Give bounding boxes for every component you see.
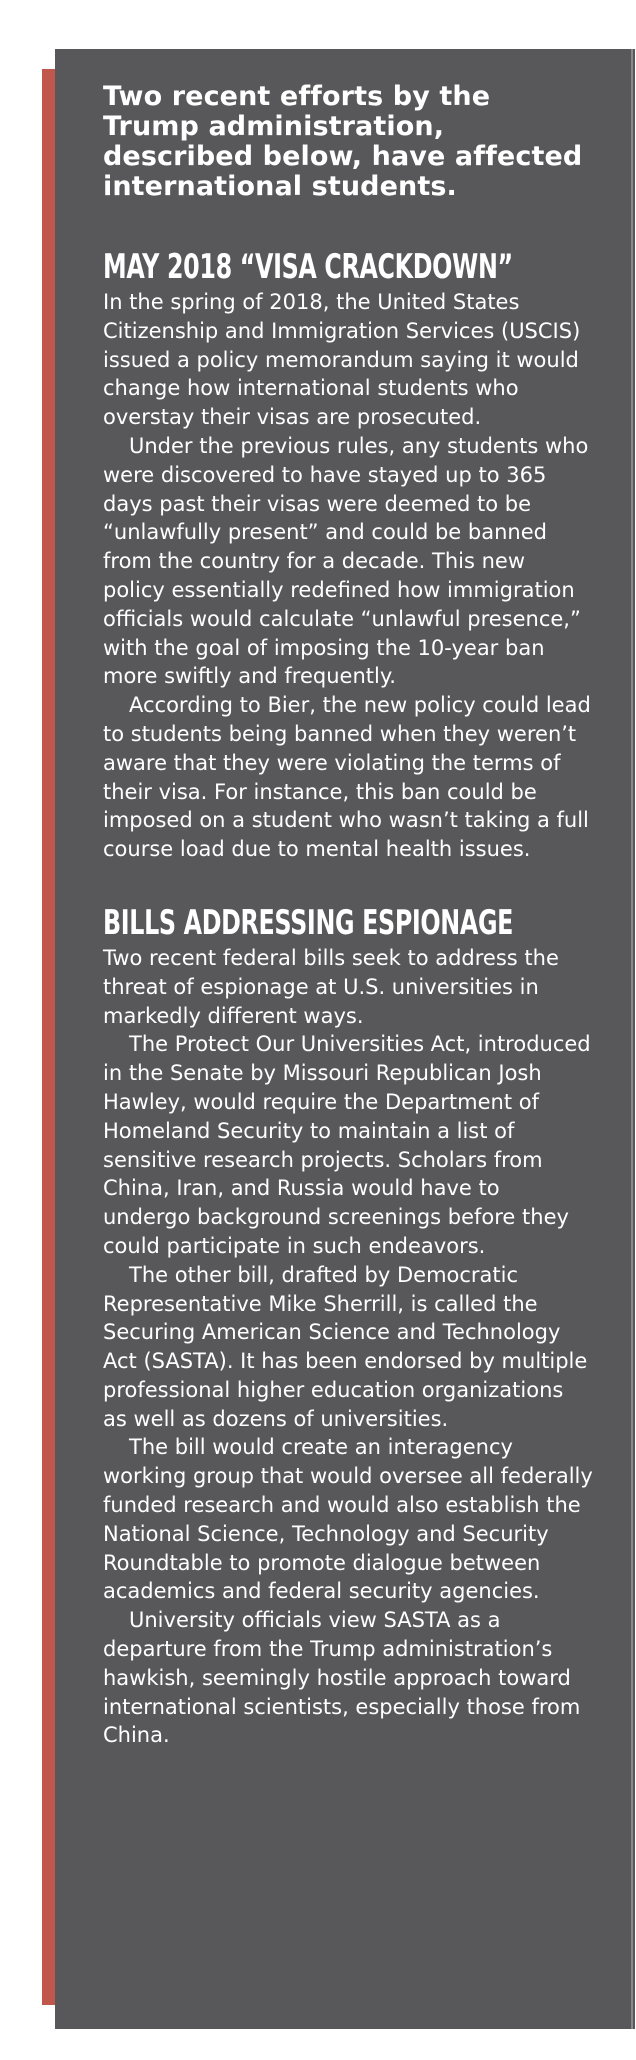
section-visa-crackdown: [103, 246, 593, 864]
paragraph: Under the previous rules, any students who were discovered to have stayed up to 365 days past their visas were deemed to be “unlawfully present” and could be banned from the country for a decade. This new policy essentially redefined how immigration officials would calculate “unlawful presence,” with the goal of imposing the 10-year ban more swiftly and frequently.: [103, 433, 589, 689]
sidebar-content: [103, 82, 593, 1750]
paragraph: The bill would create an interagency working group that would oversee all federally funded research and would also establish the National Science, Technology and Security Roundtable to promote dialogue between academics and federal security agencies.: [103, 1435, 593, 1604]
paragraph: The other bill, drafted by Democratic Representative Mike Sherrill, is called the Securing American Science and Technology Act (SASTA). It has been endorsed by multiple professional higher education organizations as well as dozens of universities.: [103, 1262, 588, 1431]
paragraph: The Protect Our Universities Act, introduced in the Senate by Missouri Republican Josh Hawley, would require the Department of Homeland Security to maintain a list of sensitive research projects. Scholars from China, Iran, and Russia would have to undergo background screenings before they could participate in such endeavors.: [103, 1032, 591, 1258]
paragraph: University officials view SASTA as a departure from the Trump administration’s hawkish, seemingly hostile approach toward international scientists, especially those from China.: [103, 1608, 581, 1748]
section-body: [103, 944, 593, 1750]
section-title: BILLS ADDRESSING ESPIONAGE: [103, 902, 514, 943]
paragraph: In the spring of 2018, the United States Citizenship and Immigration Services (USCIS) issued a policy memorandum saying it would change how international students who overstay their visas are prosecuted.: [103, 290, 581, 430]
section-body: [103, 288, 593, 864]
section-title: MAY 2018 “VISA CRACKDOWN”: [103, 247, 513, 287]
panel-edge-divider: [631, 49, 633, 2029]
intro-text: Two recent efforts by the Trump administration, described below, have affected international students.: [103, 81, 583, 202]
section-bills-espionage: [103, 902, 593, 1750]
paragraph: According to Bier, the new policy could lead to students being banned when they weren’t aware that they were violating the terms of their visa. For instance, this ban could be imposed on a student who wasn’t taking a full course load due to mental health issues.: [103, 693, 591, 862]
paragraph: Two recent federal bills seek to address the threat of espionage at U.S. universities in markedly different ways.: [103, 945, 559, 1028]
